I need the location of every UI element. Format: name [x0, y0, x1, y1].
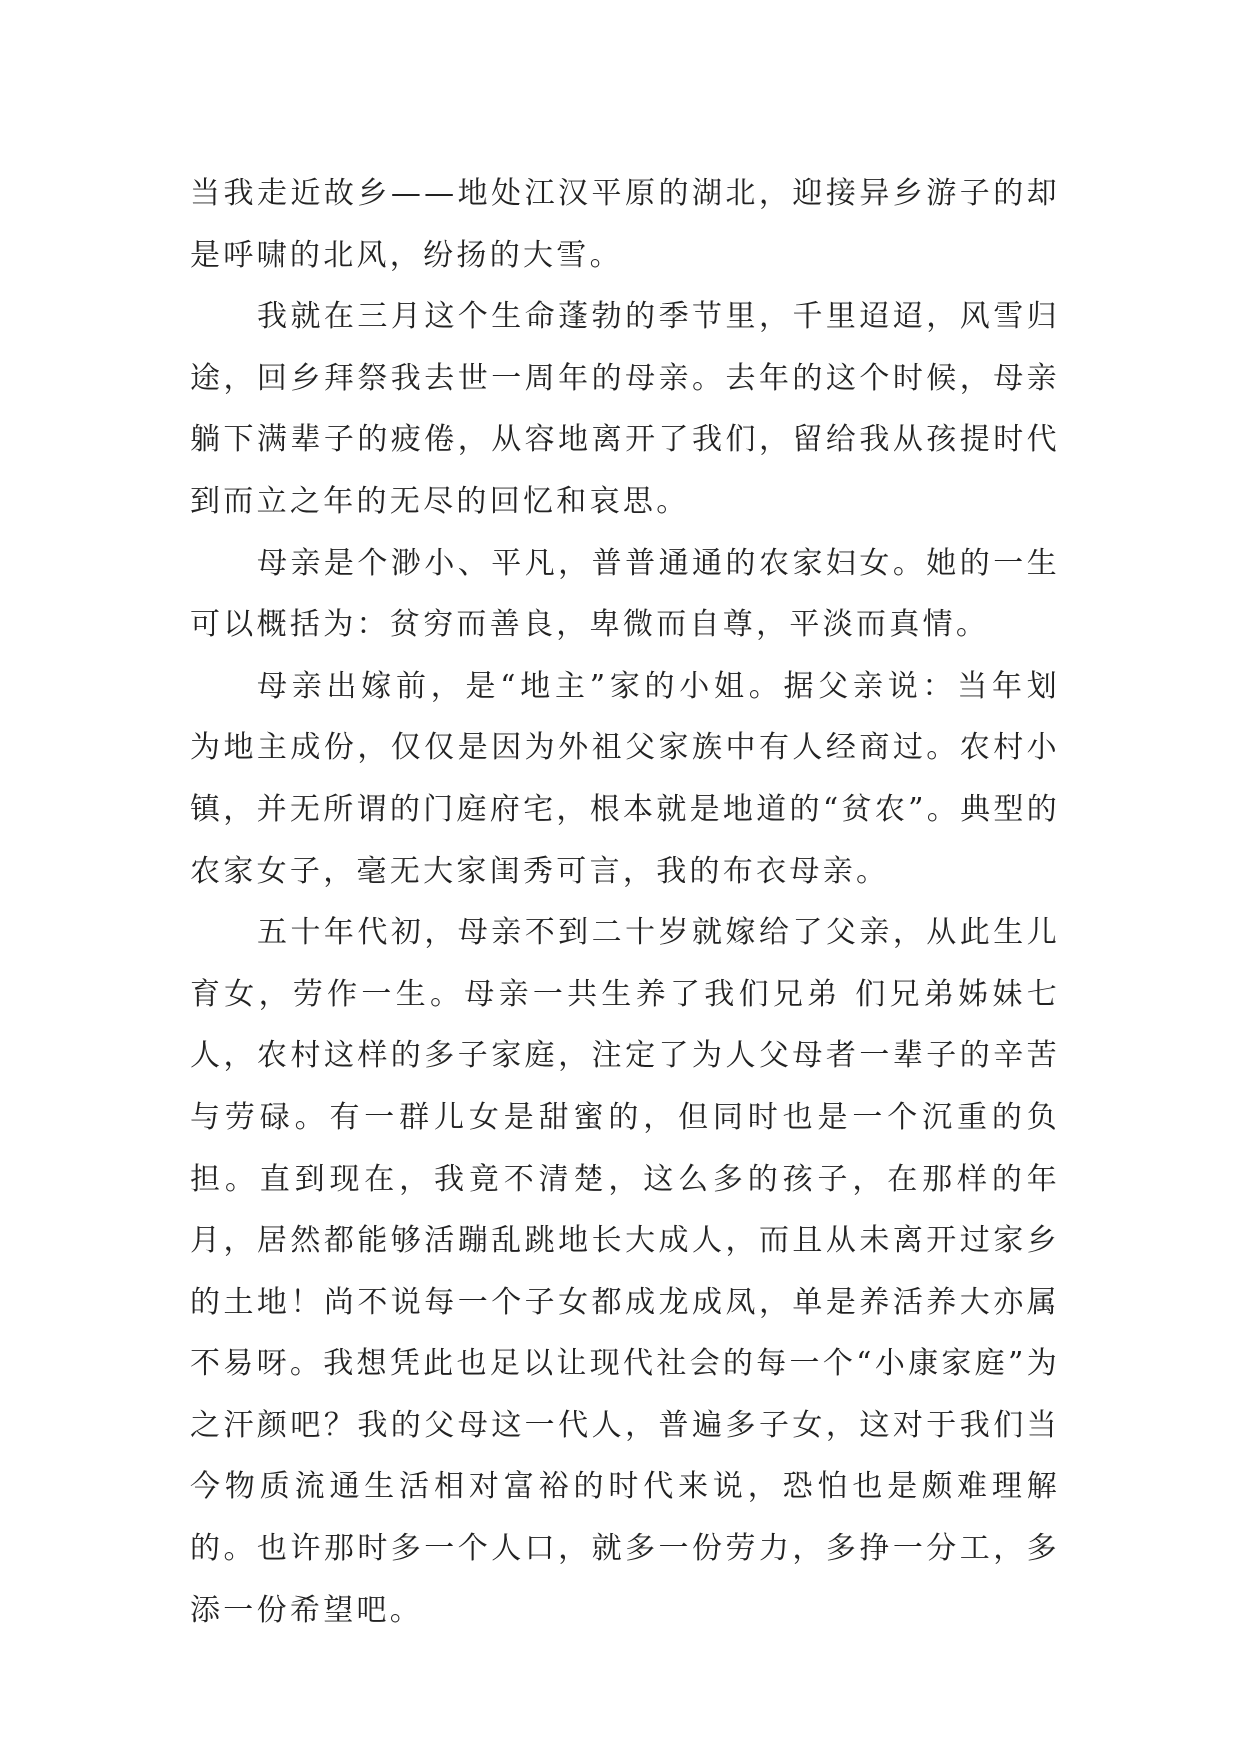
- paragraph-4: 母亲出嫁前，是“地主”家的小姐。据父亲说：当年划为地主成份，仅仅是因为外祖父家族中有人经商过。农村小镇，并无所谓的门庭府宅，根本就是地道的“贫农”。典型的农家女子，毫无大家闺秀可言，我的布衣母亲。: [190, 668, 1060, 889]
- paragraph-5: 五十年代初，母亲不到二十岁就嫁给了父亲，从此生儿育女，劳作一生。母亲一共生养了我们兄弟 们兄弟姊妹七人，农村这样的多子家庭，注定了为人父母者一辈子的辛苦与劳碌。有一群儿女是甜蜜的，但同时也是一个沉重的负担。直到现在，我竟不清楚，这么多的孩子，在那样的年月，居然都能够活蹦乱跳地长大成人，而且从未离开过家乡的土地！尚不说每一个子女都成龙成凤，单是养活养大亦属不易呀。我想凭此也足以让现代社会的每一个“小康家庭”为之汗颜吧？我的父母这一代人，普遍多子女，这对于我们当今物质流通生活相对富裕的时代来说，恐怕也是颇难理解的。也许那时多一个人口，就多一份劳力，多挣一分工，多添一份希望吧。: [190, 915, 1060, 1628]
- article-body: [190, 163, 1060, 1641]
- paragraph-1: 当我走近故乡——地处江汉平原的湖北，迎接异乡游子的却是呼啸的北风，纷扬的大雪。: [190, 176, 1060, 273]
- paragraph-2: 我就在三月这个生命蓬勃的季节里，千里迢迢，风雪归途，回乡拜祭我去世一周年的母亲。去年的这个时候，母亲躺下满辈子的疲倦，从容地离开了我们，留给我从孩提时代到而立之年的无尽的回忆和哀思。: [190, 299, 1060, 519]
- paragraph-3: 母亲是个渺小、平凡，普普通通的农家妇女。她的一生可以概括为：贫穷而善良，卑微而自尊，平淡而真情。: [190, 545, 1060, 643]
